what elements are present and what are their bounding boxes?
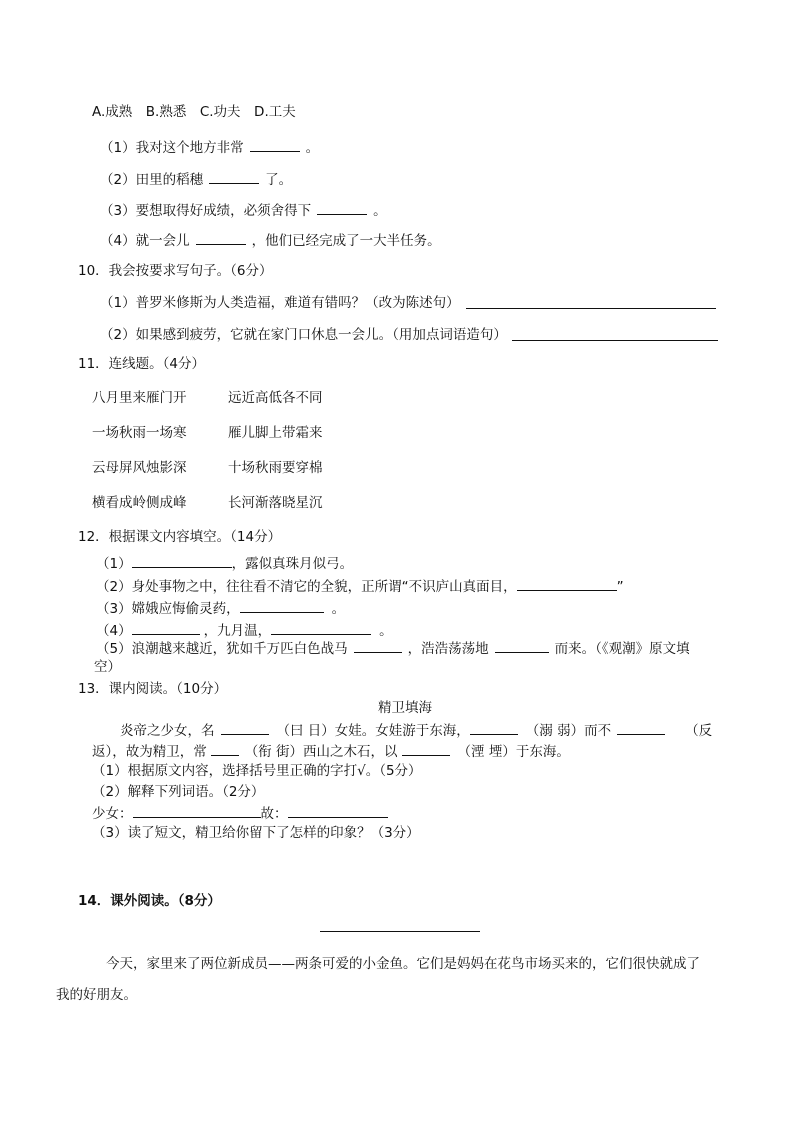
q12-item-3: （3）嫦娥应悔偷灵药， 。 bbox=[96, 598, 345, 618]
answer-blank[interactable] bbox=[132, 553, 232, 568]
answer-blank[interactable] bbox=[617, 720, 665, 735]
answer-blank[interactable] bbox=[317, 200, 367, 215]
answer-blank[interactable] bbox=[250, 137, 300, 152]
answer-blank[interactable] bbox=[240, 598, 324, 613]
answer-line[interactable] bbox=[512, 326, 718, 341]
q12-item-5: （5）浪潮越来越近，犹如千万匹白色战马 ，浩浩荡荡地 而来。（《观潮》原文填 bbox=[96, 638, 690, 658]
match-right-2[interactable]: 雁儿脚上带霜来 bbox=[228, 425, 323, 441]
passage-title: 精卫填海 bbox=[378, 700, 432, 716]
answer-blank[interactable] bbox=[196, 230, 246, 245]
q13-sub-1: （1）根据原文内容，选择括号里正确的字打√。（5分） bbox=[92, 763, 422, 779]
answer-blank[interactable] bbox=[402, 741, 450, 756]
match-right-1[interactable]: 远近高低各不同 bbox=[228, 390, 323, 406]
passage-line-2: 返），故为精卫，常 （衔 街）西山之木石，以 （湮 堙）于东海。 bbox=[92, 741, 570, 761]
q10-title: 10．我会按要求写句子。（6分） bbox=[78, 263, 273, 279]
answer-blank[interactable] bbox=[495, 638, 549, 653]
match-left-1[interactable]: 八月里来雁门开 bbox=[92, 390, 187, 406]
answer-blank[interactable] bbox=[209, 169, 259, 184]
answer-blank[interactable] bbox=[221, 720, 269, 735]
match-right-4[interactable]: 长河渐落晓星沉 bbox=[228, 495, 323, 511]
q12-title: 12．根据课文内容填空。（14分） bbox=[78, 529, 282, 545]
q13-title: 13．课内阅读。（10分） bbox=[78, 681, 228, 697]
q10-item-1: （1）普罗米修斯为人类造福，难道有错吗？（改为陈述句） bbox=[100, 295, 460, 311]
q9-options: A.成熟 B.熟悉 C.功夫 D.工夫 bbox=[92, 104, 296, 120]
passage-title-line bbox=[320, 931, 480, 932]
answer-blank[interactable] bbox=[288, 803, 388, 818]
q12-item-1: （1） ，露似真珠月似弓。 bbox=[96, 553, 353, 573]
q9-item-1: （1）我对这个地方非常 。 bbox=[100, 137, 319, 157]
answer-blank[interactable] bbox=[211, 741, 239, 756]
q10-item-2: （2）如果感到疲劳，它就在家门口休息一会儿。（用加点词语造句） bbox=[100, 327, 507, 343]
q13-sub-2: （2）解释下列词语。（2分） bbox=[92, 784, 265, 800]
match-left-2[interactable]: 一场秋雨一场寒 bbox=[92, 425, 187, 441]
answer-blank[interactable] bbox=[470, 720, 518, 735]
match-right-3[interactable]: 十场秋雨要穿棉 bbox=[228, 460, 323, 476]
q12-item-2: （2）身处事物之中，往往看不清它的全貌，正所谓“不识庐山真面目， ” bbox=[96, 576, 624, 596]
passage-line-1: 炎帝之少女，名 （曰 日）女娃。女娃游于东海， （溺 弱）而不 （反 bbox=[120, 720, 712, 740]
answer-blank[interactable] bbox=[271, 620, 371, 635]
q14-title: 14．课外阅读。（8分） bbox=[78, 893, 221, 909]
answer-blank[interactable] bbox=[354, 638, 402, 653]
q12-item-5-wrap: 空） bbox=[94, 659, 121, 675]
q13-words: 少女： 故： bbox=[92, 803, 388, 823]
q12-item-4: （4） ，九月温， 。 bbox=[96, 620, 393, 640]
match-left-4[interactable]: 横看成岭侧成峰 bbox=[92, 495, 187, 511]
q13-sub-3: （3）读了短文，精卫给你留下了怎样的印象？（3分） bbox=[92, 825, 420, 841]
answer-blank[interactable] bbox=[517, 576, 617, 591]
q9-item-4: （4）就一会儿 ，他们已经完成了一大半任务。 bbox=[100, 230, 441, 250]
answer-line[interactable] bbox=[466, 294, 716, 309]
answer-blank[interactable] bbox=[132, 620, 200, 635]
q14-paragraph-line-2: 我的好朋友。 bbox=[56, 987, 137, 1003]
q14-paragraph-line-1: 今天，家里来了两位新成员——两条可爱的小金鱼。它们是妈妈在花鸟市场买来的，它们很快就成了 bbox=[106, 956, 700, 972]
q11-title: 11．连线题。（4分） bbox=[78, 356, 206, 372]
match-left-3[interactable]: 云母屏风烛影深 bbox=[92, 460, 187, 476]
q9-item-3: （3）要想取得好成绩，必须舍得下 。 bbox=[100, 200, 387, 220]
answer-blank[interactable] bbox=[133, 803, 261, 818]
q9-item-2: （2）田里的稻穗 了。 bbox=[100, 169, 292, 189]
